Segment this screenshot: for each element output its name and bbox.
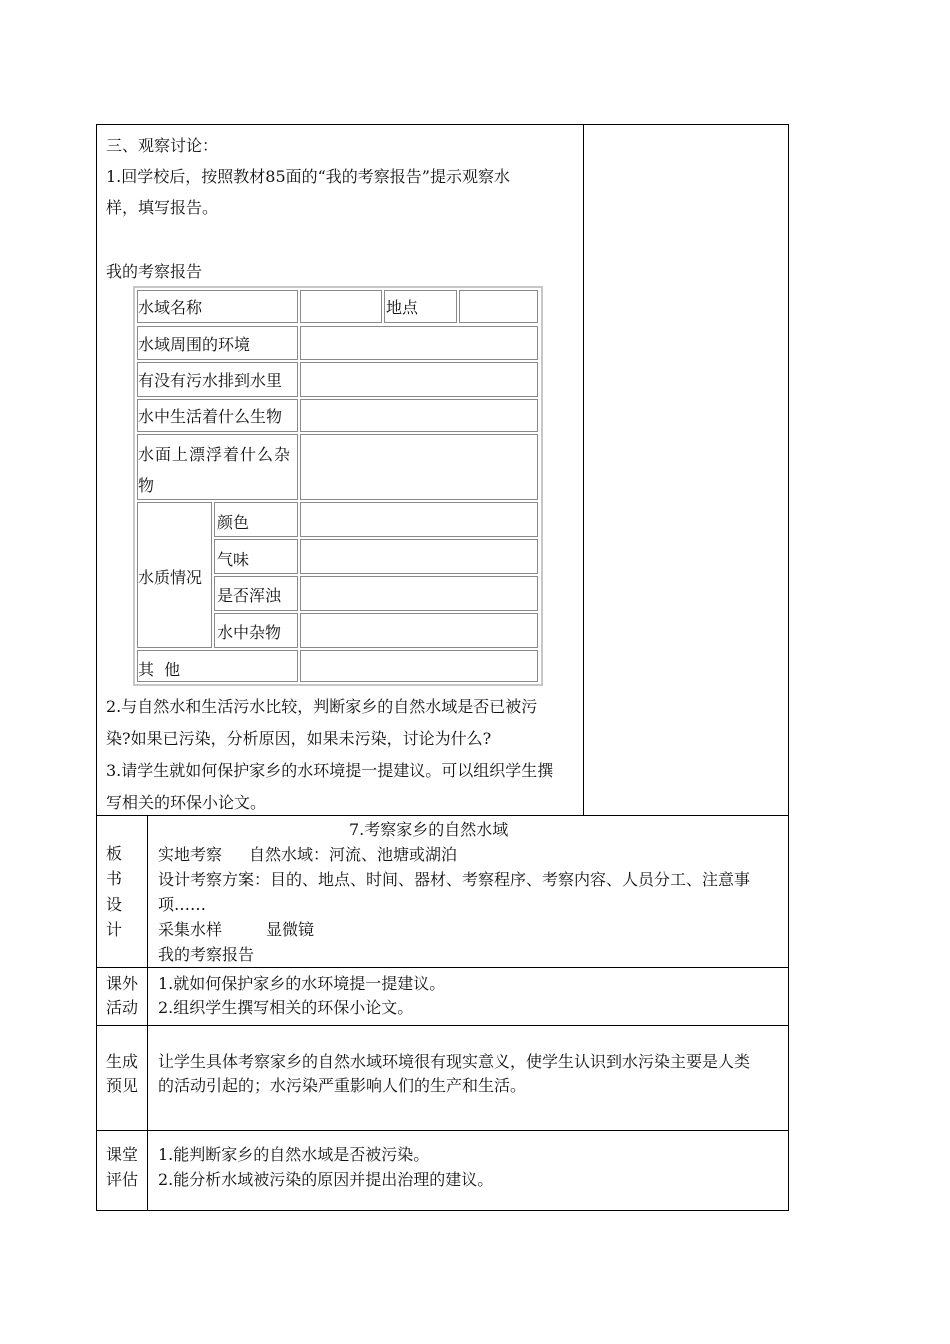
- report-title: 我的考察报告: [106, 262, 203, 281]
- cell-surroundings-value: [300, 326, 538, 360]
- section3-divider-vertical: [583, 124, 584, 816]
- extracurricular-item1: 1.就如何保护家乡的水环境提一提建议。: [158, 974, 446, 993]
- board-label-char-4: 计: [106, 920, 123, 939]
- item2-line1: 2.与自然水和生活污水比较，判断家乡的自然水域是否已被污: [106, 697, 538, 716]
- cell-organisms-value: [300, 399, 538, 432]
- label-color: 颜色: [217, 513, 250, 532]
- board-title: 7.考察家乡的自然水域: [349, 820, 509, 839]
- cell-floating-value: [300, 434, 538, 500]
- table-bottom-border: [96, 1210, 789, 1211]
- board-line4-a: 采集水样: [158, 920, 223, 939]
- item2-line2: 染?如果已污染，分析原因，如果未污染，讨论为什么?: [106, 729, 492, 748]
- extracurricular-item2: 2.组织学生撰写相关的环保小论文。: [158, 998, 414, 1017]
- label-water-quality: 水质情况: [138, 568, 203, 587]
- cell-smell-value: [300, 539, 538, 574]
- cell-water-name-value: [300, 290, 382, 323]
- evaluation-item1: 1.能判断家乡的自然水域是否被污染。: [158, 1145, 430, 1164]
- row-divider-board: [96, 815, 789, 816]
- preview-label-line2: 预见: [106, 1076, 139, 1095]
- board-line2: 设计考察方案：目的、地点、时间、器材、考察程序、考察内容、人员分工、注意事: [158, 870, 751, 889]
- label-location: 地点: [386, 298, 419, 317]
- item1-line2: 样，填写报告。: [106, 198, 219, 217]
- cell-location-value: [459, 290, 538, 323]
- label-floating-line2: 物: [138, 476, 155, 495]
- label-smell: 气味: [217, 550, 250, 569]
- board-line1-b: 自然水域：河流、池塘或湖泊: [249, 845, 458, 864]
- evaluation-item2: 2.能分析水域被污染的原因并提出治理的建议。: [158, 1170, 494, 1189]
- cell-impurities-value: [300, 613, 538, 648]
- preview-label-line1: 生成: [106, 1052, 139, 1071]
- board-line5: 我的考察报告: [158, 945, 255, 964]
- item3-line1: 3.请学生就如何保护家乡的水环境提一提建议。可以组织学生撰: [106, 761, 554, 780]
- board-label-char-1: 板: [106, 844, 123, 863]
- item1-line1: 1.回学校后，按照教材85面的“我的考察报告”提示观察水: [106, 167, 510, 186]
- preview-text-line1: 让学生具体考察家乡的自然水域环境很有现实意义，使学生认识到水污染主要是人类: [158, 1052, 751, 1071]
- section3-heading: 三、观察讨论：: [106, 136, 219, 155]
- label-impurities: 水中杂物: [217, 623, 282, 642]
- label-surroundings: 水域周围的环境: [138, 335, 251, 354]
- evaluation-label-line1: 课堂: [106, 1145, 139, 1164]
- extracurricular-label-line1: 课外: [106, 974, 139, 993]
- table-right-border: [788, 124, 789, 1211]
- label-turbidity: 是否浑浊: [217, 586, 282, 605]
- row-divider-extracurricular: [96, 967, 789, 968]
- evaluation-label-line2: 评估: [106, 1170, 139, 1189]
- table-left-border: [96, 124, 97, 1211]
- cell-turbidity-value: [300, 576, 538, 611]
- board-label-char-3: 设: [106, 895, 123, 914]
- label-floating-line1: 水面上漂浮着什么杂: [138, 445, 292, 464]
- item3-line2: 写相关的环保小论文。: [106, 793, 267, 812]
- label-organisms: 水中生活着什么生物: [138, 407, 283, 426]
- board-line4-b: 显微镜: [266, 920, 315, 939]
- preview-text-line2: 的活动引起的；水污染严重影响人们的生产和生活。: [158, 1076, 527, 1095]
- board-line1-a: 实地考察: [158, 845, 223, 864]
- label-water-name: 水域名称: [138, 298, 203, 317]
- board-label-char-2: 书: [106, 869, 123, 888]
- cell-other-value: [300, 650, 538, 682]
- label-sewage: 有没有污水排到水里: [138, 371, 283, 390]
- cell-color-value: [300, 502, 538, 537]
- row-divider-preview: [96, 1025, 789, 1026]
- label-other: 其 他: [138, 660, 181, 679]
- cell-sewage-value: [300, 362, 538, 397]
- row-divider-evaluation: [96, 1130, 789, 1131]
- table-top-border: [96, 124, 789, 125]
- extracurricular-label-line2: 活动: [106, 998, 139, 1017]
- cell-floating: [137, 434, 298, 500]
- label-column-divider: [147, 815, 148, 1211]
- board-line3: 项……: [158, 895, 207, 914]
